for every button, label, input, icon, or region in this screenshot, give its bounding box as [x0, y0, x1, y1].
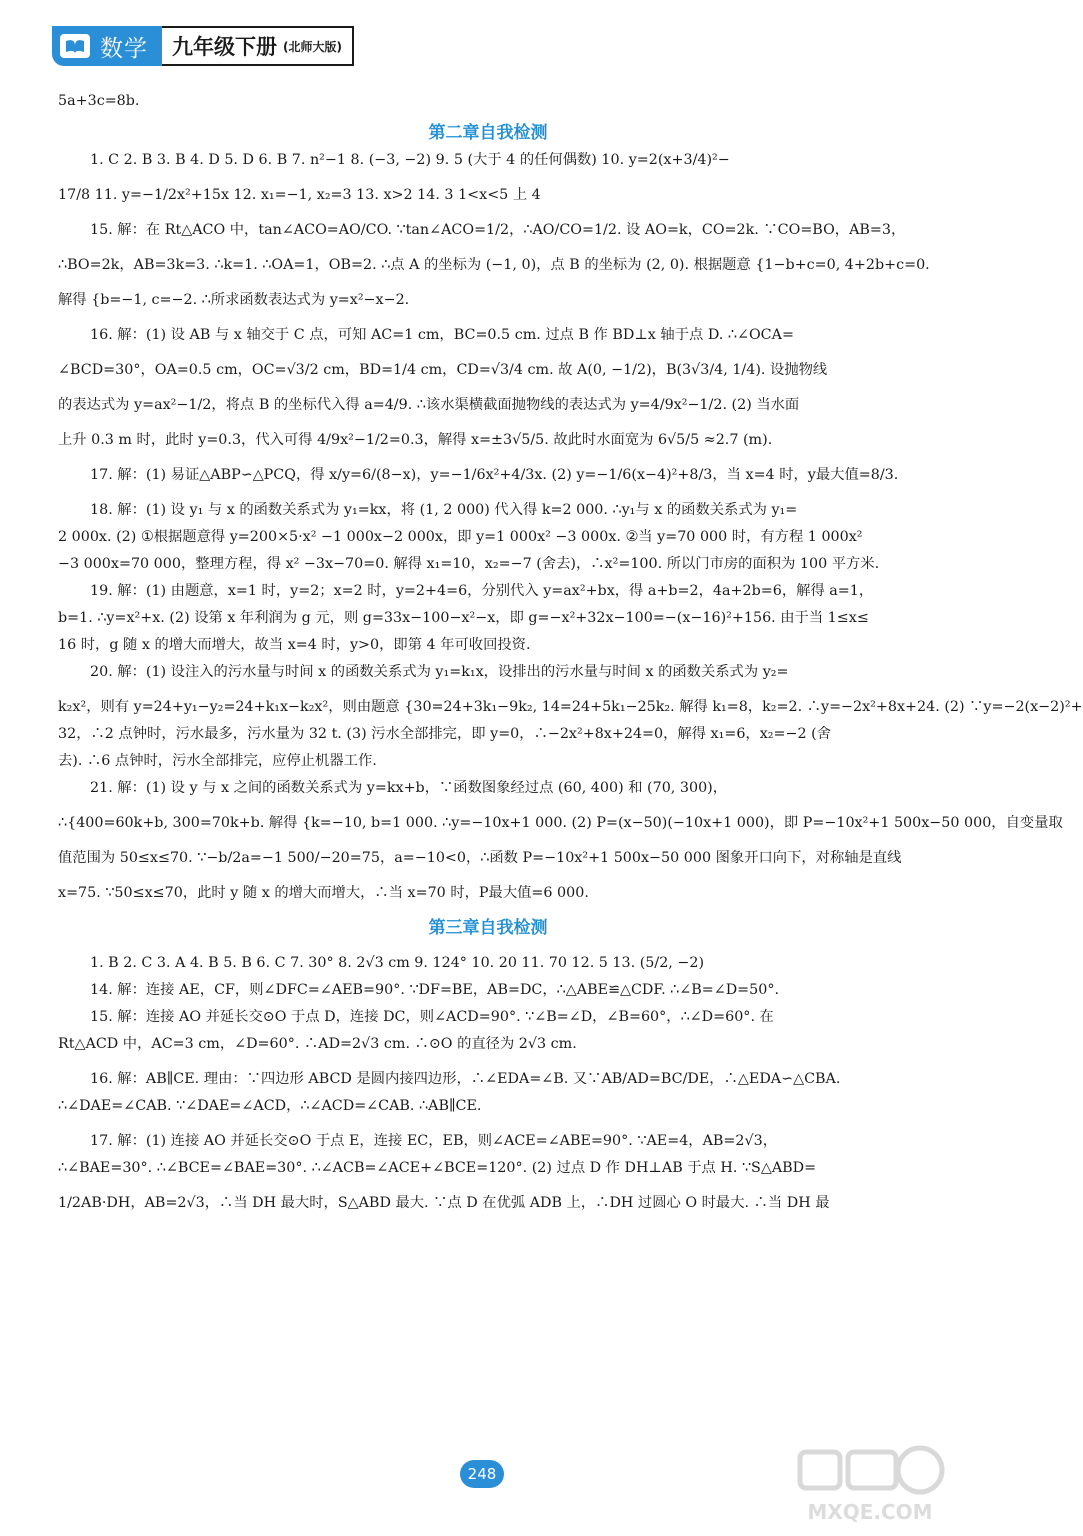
text-line: Rt△ACD 中，AC=3 cm，∠D=60°. ∴AD=2√3 cm. ∴⊙O 的直径为 2√3 cm. — [58, 1036, 577, 1052]
text-line: 21. 解：(1) 设 y 与 x 之间的函数关系式为 y=kx+b，∵函数图象经过点 (60, 400) 和 (70, 300)， — [90, 780, 728, 796]
text-line: k₂x²，则有 y=24+y₁−y₂=24+k₁x−k₂x²，则由题意 {30=24+3k₁−9k₂, 14=24+5k₁−25k₂. 解得 k₁=8，k₂=2. ∴y=−2x²+8x+24. (2) ∵y=−2(x−2)²+ — [58, 699, 1083, 715]
text-line: 值范围为 50≤x≤70. ∵−b/2a=−1 500/−20=75，a=−10<0，∴函数 P=−10x²+1 500x−50 000 图象开口向下，对称轴是直线 — [58, 850, 902, 866]
answer-content — [58, 93, 1083, 1212]
grade-title: 九年级下册 — [172, 35, 277, 59]
text-line: 16. 解：(1) 设 AB 与 x 轴交于 C 点，可知 AC=1 cm，BC=0.5 cm. 过点 B 作 BD⊥x 轴于点 D. ∴∠OCA= — [90, 327, 794, 343]
text-line: ∠BCD=30°，OA=0.5 cm，OC=√3/2 cm，BD=1/4 cm，CD=√3/4 cm. 故 A(0, −1/2)，B(3√3/4, 1/4). 设抛物线 — [58, 362, 828, 378]
text-line: 14. 解：连接 AE，CF，则∠DFC=∠AEB=90°. ∵DF=BE，AB=DC，∴△ABE≌△CDF. ∴∠B=∠D=50°. — [90, 982, 780, 998]
text-line: 18. 解：(1) 设 y₁ 与 x 的函数关系式为 y₁=kx，将 (1, 2 000) 代入得 k=2 000. ∴y₁与 x 的函数关系式为 y₁= — [90, 502, 798, 518]
text-line: 15. 解：连接 AO 并延长交⊙O 于点 D，连接 DC，则∠ACD=90°. ∵∠B=∠D，∠B=60°，∴∠D=60°. 在 — [90, 1009, 774, 1025]
book-title-box — [162, 26, 354, 66]
watermark-text: MXQE.COM — [807, 1500, 933, 1524]
text-line: 5a+3c=8b. — [58, 93, 140, 109]
page-header — [52, 26, 354, 66]
text-line: 1. C 2. B 3. B 4. D 5. D 6. B 7. n²−1 8. (−3, −2) 9. 5 (大于 4 的任何偶数) 10. y=2(x+3/4)²− — [90, 152, 730, 168]
text-line: 20. 解：(1) 设注入的污水量与时间 x 的函数关系式为 y₁=k₁x，设排出的污水量与时间 x 的函数关系式为 y₂= — [90, 664, 789, 680]
text-line: 32，∴2 点钟时，污水最多，污水量为 32 t. (3) 污水全部排完，即 y=0，∴−2x²+8x+24=0，解得 x₁=6，x₂=−2 (舍 — [58, 726, 831, 742]
subject-label: 数学 — [100, 35, 148, 62]
text-line: 解得 {b=−1, c=−2. ∴所求函数表达式为 y=x²−x−2. — [58, 292, 410, 308]
text-line: 1/2AB·DH，AB=2√3，∴当 DH 最大时，S△ABD 最大. ∵点 D 在优弧 ADB 上，∴DH 过圆心 O 时最大. ∴当 DH 最 — [58, 1195, 830, 1211]
chapter-heading-3: 第三章自我检测 — [428, 918, 548, 938]
text-line: 17. 解：(1) 连接 AO 并延长交⊙O 于点 E，连接 EC，EB，则∠ACE=∠ABE=90°. ∵AE=4，AB=2√3， — [90, 1133, 778, 1149]
page-number: 248 — [460, 1460, 504, 1488]
text-line: 17/8 11. y=−1/2x²+15x 12. x₁=−1, x₂=3 13. x>2 14. 3 1<x<5 上 4 — [58, 187, 541, 203]
text-line: ∴∠BAE=30°. ∴∠BCE=∠BAE=30°. ∴∠ACB=∠ACE+∠BCE=120°. (2) 过点 D 作 DH⊥AB 于点 H. ∵S△ABD= — [58, 1160, 817, 1176]
watermark — [790, 1440, 950, 1530]
text-line: 的表达式为 y=ax²−1/2，将点 B 的坐标代入得 a=4/9. ∴该水渠横截面抛物线的表达式为 y=4/9x²−1/2. (2) 当水面 — [58, 397, 800, 413]
book-logo-icon — [60, 34, 90, 58]
text-line: x=75. ∵50≤x≤70，此时 y 随 x 的增大而增大，∴当 x=70 时，P最大值=6 000. — [58, 885, 589, 901]
subject-tab — [52, 26, 162, 66]
text-line: 去). ∴6 点钟时，污水全部排完，应停止机器工作. — [58, 753, 377, 769]
text-line: ∴{400=60k+b, 300=70k+b. 解得 {k=−10, b=1 000. ∴y=−10x+1 000. (2) P=(x−50)(−10x+1 000)，即 P=−10x²+1 500x−50 000，自变量取 — [58, 815, 1063, 831]
text-line: 上升 0.3 m 时，此时 y=0.3，代入可得 4/9x²−1/2=0.3，解得 x=±3√5/5. 故此时水面宽为 6√5/5 ≈2.7 (m). — [58, 432, 773, 448]
text-line: −3 000x=70 000，整理方程，得 x² −3x−70=0. 解得 x₁=10，x₂=−7 (舍去)，∴x²=100. 所以门市房的面积为 100 平方米. — [58, 556, 880, 572]
chapter-heading-2: 第二章自我检测 — [428, 123, 548, 143]
text-line: 16 时，g 随 x 的增大而增大，故当 x=4 时，y>0，即第 4 年可收回投资. — [58, 637, 531, 653]
text-line: 17. 解：(1) 易证△ABP∽△PCQ，得 x/y=6/(8−x)，y=−1/6x²+4/3x. (2) y=−1/6(x−4)²+8/3，当 x=4 时，y最大值=8/3. — [90, 467, 899, 483]
text-line: 19. 解：(1) 由题意，x=1 时，y=2；x=2 时，y=2+4=6，分别代入 y=ax²+bx，得 a+b=2，4a+2b=6，解得 a=1， — [90, 583, 874, 599]
text-line: 15. 解：在 Rt△ACO 中，tan∠ACO=AO/CO. ∵tan∠ACO=1/2，∴AO/CO=1/2. 设 AO=k，CO=2k. ∵CO=BO，AB=3， — [90, 222, 906, 238]
text-line: 2 000x. (2) ①根据题意得 y=200×5·x² −1 000x−2 000x，即 y=1 000x² −3 000x. ②当 y=70 000 时，有方程 1 000x² — [58, 529, 863, 545]
text-line: 1. B 2. C 3. A 4. B 5. B 6. C 7. 30° 8. 2√3 cm 9. 124° 10. 20 11. 70 12. 5 13. (5/2, −2) — [90, 955, 705, 971]
text-line: ∴BO=2k，AB=3k=3. ∴k=1. ∴OA=1，OB=2. ∴点 A 的坐标为 (−1, 0)，点 B 的坐标为 (2, 0). 根据题意 {1−b+c=0, 4+2b+c=0. — [58, 257, 930, 273]
text-line: ∴∠DAE=∠CAB. ∵∠DAE=∠ACD，∴∠ACD=∠CAB. ∴AB∥CE. — [58, 1098, 482, 1114]
text-line: 16. 解：AB∥CE. 理由：∵四边形 ABCD 是圆内接四边形，∴∠EDA=∠B. 又∵AB/AD=BC/DE，∴△EDA∽△CBA. — [90, 1071, 841, 1087]
edition-label: (北师大版) — [283, 39, 342, 54]
text-line: b=1. ∴y=x²+x. (2) 设第 x 年利润为 g 元，则 g=33x−100−x²−x，即 g=−x²+32x−100=−(x−16)²+156. 由于当 1≤x≤ — [58, 610, 869, 626]
